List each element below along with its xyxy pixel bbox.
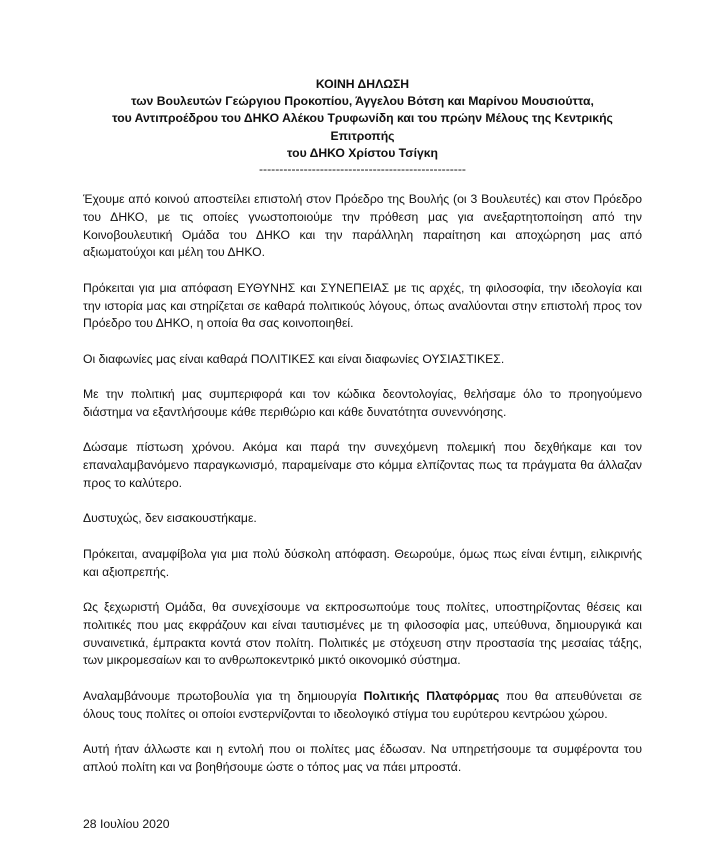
statement-title: ΚΟΙΝΗ ΔΗΛΩΣΗ: [315, 77, 410, 91]
platform-name-bold: Πολιτικής Πλατφόρμας: [363, 688, 500, 703]
paragraph-not-heard: Δυστυχώς, δεν εισακουστήκαμε.: [83, 511, 257, 526]
paragraph-gave-time: Δώσαμε πίστωση χρόνου. Ακόμα και παρά την συνεχόμενη πολεμική που δεχθήκαμε και τον επαναλαμβανόμενο παραγκωνισμό, παραμείναμε στο κόμμα ελπίζοντας πως τα πράγματα θα άλλαζαν προς το καλύτερο.: [83, 440, 642, 490]
paragraph-citizens-mandate: Αυτή ήταν άλλωστε και η εντολή που οι πολίτες μας έδωσαν. Να υπηρετήσουμε τα συμφέροντα του απλού πολίτη και να βοηθήσουμε ώστε ο τόπος μας να πάει μπροστά.: [83, 741, 642, 774]
statement-body: [83, 191, 642, 776]
paragraph-disagreements: Οι διαφωνίες μας είναι καθαρά ΠΟΛΙΤΙΚΕΣ και είναι διαφωνίες ΟΥΣΙΑΣΤΙΚΕΣ.: [83, 351, 505, 366]
platform-text-before: Αναλαμβάνουμε πρωτοβουλία για τη δημιουργία: [83, 688, 364, 703]
header-line-vice-president: του Αντιπροέδρου του ΔΗΚΟ Αλέκου Τρυφωνίδη και του πρώην Μέλους της Κεντρικής Επιτροπής: [112, 111, 613, 143]
header-line-signatories-mps: των Βουλευτών Γεώργιου Προκοπίου, Άγγελου Βότση και Μαρίνου Μουσιούττα,: [131, 94, 594, 109]
paragraph-political-conduct: Με την πολιτική μας συμπεριφορά και τον κώδικα δεοντολογίας, θελήσαμε όλο το προηγούμενο διάστημα να εξαντλήσουμε κάθε περιθώριο και κάθε δυνατότητα συνεννόησης.: [83, 387, 642, 419]
paragraph-decision-responsibility: Πρόκειται για μια απόφαση ΕΥΘΥΝΗΣ και ΣΥΝΕΠΕΙΑΣ με τις αρχές, τη φιλοσοφία, την ιδεολογία και την ιστορία μας και στηρίζεται σε καθαρά πολιτικούς λόγους, όπως αναλύονται στην επιστολή προς τον Πρόεδρο του ΔΗΚΟ, η οποία θα σας κοινοποιηθεί.: [83, 280, 642, 331]
header-separator: ---------------------------------------------------: [259, 162, 466, 177]
paragraph-letter-sent: Έχουμε από κοινού αποστείλει επιστολή στον Πρόεδρο της Βουλής (οι 3 Βουλευτές) και στον Πρόεδρο του ΔΗΚΟ, με τις οποίες γνωστοποιούμε την πρόθεση μας για ανεξαρτητοποίηση από την Κοινοβουλευτική Ομάδα του ΔΗΚΟ και την παράλληλη παραίτηση και αποχώρηση μας από αξιωματούχοι και μέλη του ΔΗΚΟ.: [83, 192, 642, 260]
platform-text-after: που θα απευθύνεται σε όλους τους πολίτες οι οποίοι ενστερνίζονται το ιδεολογικό στίγμα του ευρύτερου κεντρώου χώρου.: [83, 688, 642, 721]
statement-header: [83, 76, 642, 176]
header-line-former-member: του ΔΗΚΟ Χρίστου Τσίγκη: [287, 145, 438, 160]
paragraph-difficult-decision: Πρόκειται, αναμφίβολα για μια πολύ δύσκολη απόφαση. Θεωρούμε, όμως πως είναι έντιμη, ειλικρινής και αξιοπρεπής.: [83, 546, 642, 579]
paragraph-political-platform: [83, 688, 642, 724]
statement-date: 28 Ιουλίου 2020: [83, 817, 170, 831]
paragraph-separate-group: Ως ξεχωριστή Ομάδα, θα συνεχίσουμε να εκπροσωπούμε τους πολίτες, υποστηρίζοντας θέσεις και πολιτικές που μας εκφράζουν και είναι ταυτισμένες με τη φιλοσοφία μας, υπεύθυνα, δημιουργικά και συναινετικά, έμπρακτα κοντά στον πολίτη. Πολιτικές με στόχευση στην προστασία της μεσαίας τάξης, των μικρομεσαίων και το ανθρωποκεντρικό μικτό οικονομικό σύστημα.: [83, 599, 642, 668]
